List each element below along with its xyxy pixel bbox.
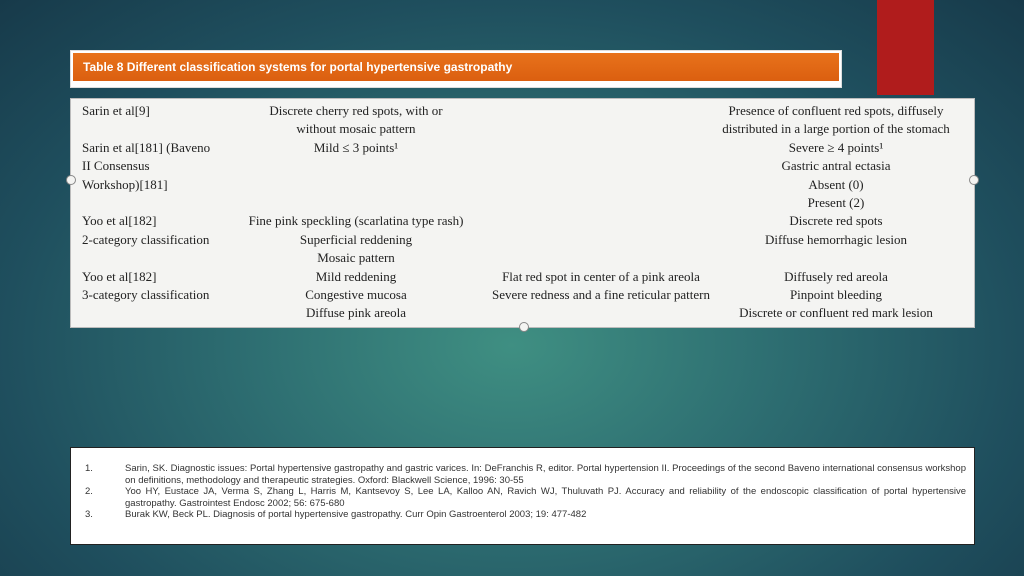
reference-text: Sarin, SK. Diagnostic issues: Portal hypertensive gastropathy and gastric varices. In: DeFranchis R, editor. Portal hypertension II. Proceedings of the second Baveno international consensus workshop on definitions, methodology and therapeutic strategies. Oxford: Blackwell Science, 1996: 30-55: [125, 463, 966, 486]
table-cell-c1: Yoo et al[182]: [82, 268, 157, 284]
resize-handle-left[interactable]: [66, 175, 76, 185]
table-cell-c2: Mild ≤ 3 points¹: [313, 139, 399, 155]
table-cell-c2: Superficial reddening: [299, 231, 413, 247]
table-cell-c2: Mosaic pattern: [317, 250, 395, 266]
reference-item: [79, 463, 966, 486]
reference-number: 3.: [85, 509, 93, 520]
reference-number: 1.: [85, 463, 93, 474]
reference-item: [79, 486, 966, 509]
table-cell-c4: Presence of confluent red spots, diffusely: [728, 103, 944, 118]
table-cell-c4: Absent (0): [808, 176, 864, 192]
table-cell-c4: Gastric antral ectasia: [781, 158, 891, 174]
table-cell-c2: Discrete cherry red spots, with or: [269, 103, 443, 118]
table-cell-c4: Pinpoint bleeding: [789, 287, 883, 302]
table-cell-c2: without mosaic pattern: [296, 121, 416, 137]
table-cell-c1: Yoo et al[182]: [82, 213, 157, 229]
table-title-image: [70, 50, 842, 88]
reference-text: Yoo HY, Eustace JA, Verma S, Zhang L, Harris M, Kantsevoy S, Lee LA, Kalloo AN, Ravich WJ, Thuluvath PJ. Accuracy and reliability of the endoscopic classification of portal hypertensive gastropathy. Gastrointest Endosc 2002; 56: 675-680: [125, 486, 966, 509]
classification-table-image: [70, 98, 975, 328]
decorative-red-tab: [877, 0, 934, 95]
table-cell-c2: Mild reddening: [315, 268, 397, 284]
reference-text: Burak KW, Beck PL. Diagnosis of portal hypertensive gastropathy. Curr Opin Gastroenterol 2003; 19: 477-482: [125, 509, 587, 520]
table-cell-c4: Discrete red spots: [789, 213, 883, 229]
table-cell-c1: Sarin et al[9]: [82, 103, 150, 118]
table-cell-c4: Present (2): [807, 195, 865, 210]
table-cell-c4: Diffuse hemorrhagic lesion: [765, 231, 907, 247]
table-title: Table 8 Different classification systems for portal hypertensive gastropathy: [83, 60, 513, 74]
resize-handle-bottom[interactable]: [519, 322, 529, 332]
table-cell-c3: Flat red spot in center of a pink areola: [502, 268, 700, 284]
table-cell-c1: Workshop)[181]: [82, 176, 168, 192]
reference-number: 2.: [85, 486, 93, 497]
references-box: [70, 447, 975, 545]
table-cell-c1: Sarin et al[181] (Baveno: [82, 139, 211, 155]
table-cell-c1: 2-category classification: [82, 231, 210, 247]
reference-item: [79, 509, 966, 521]
table-cell-c2: Fine pink speckling (scarlatina type rash): [248, 213, 464, 229]
table-cell-c3: Severe redness and a fine reticular pattern: [491, 287, 710, 302]
table-cell-c2: Diffuse pink areola: [305, 305, 407, 321]
table-cell-c1: II Consensus: [82, 158, 150, 174]
table-cell-c4: Diffusely red areola: [784, 268, 888, 284]
table-cell-c1: 3-category classification: [82, 287, 210, 302]
table-cell-c4: distributed in a large portion of the stomach: [722, 121, 950, 137]
table-cell-c4: Discrete or confluent red mark lesion: [739, 305, 933, 321]
table-cell-c4: Severe ≥ 4 points¹: [788, 139, 884, 155]
table-cell-c2: Congestive mucosa: [305, 287, 407, 302]
